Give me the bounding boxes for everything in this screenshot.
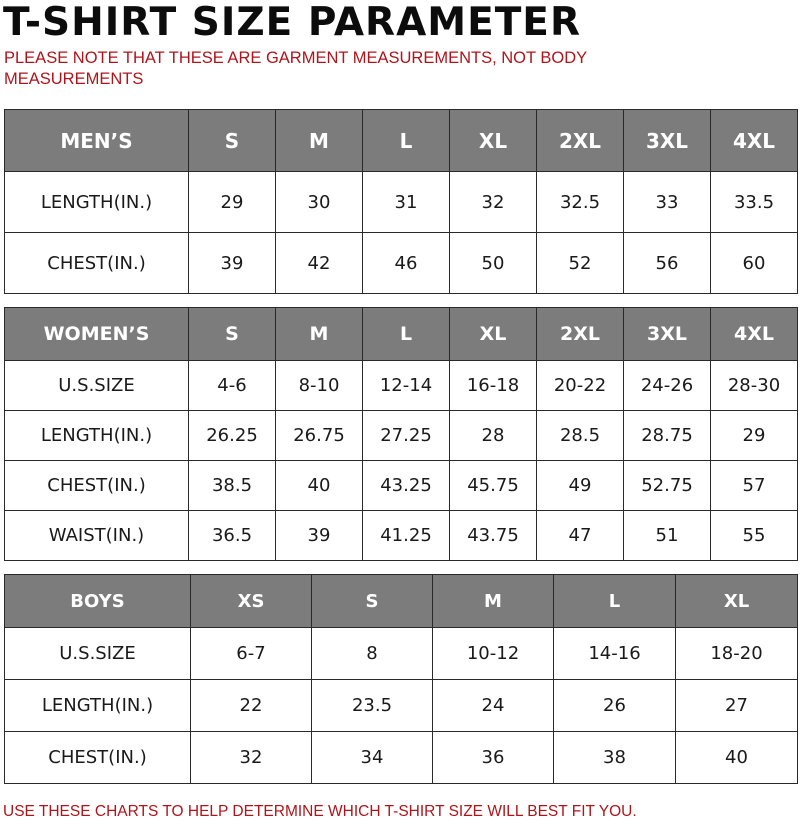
measurement-cell: 52 <box>537 233 624 294</box>
measurement-cell: 45.75 <box>450 461 537 511</box>
measurement-cell: 43.75 <box>450 511 537 561</box>
womens-size-table <box>4 307 798 561</box>
page-title: T-SHIRT SIZE PARAMETER <box>3 0 581 45</box>
measurement-cell: 24 <box>433 680 554 732</box>
row-label-cell: WAIST(IN.) <box>5 511 189 561</box>
size-header-cell: 4XL <box>711 308 798 361</box>
table-row <box>5 411 798 461</box>
table-header-row <box>5 110 798 172</box>
measurement-cell: 32 <box>191 732 312 784</box>
table-row <box>5 461 798 511</box>
measurement-cell: 29 <box>711 411 798 461</box>
measurement-cell: 29 <box>189 172 276 233</box>
table-row <box>5 680 798 732</box>
measurement-cell: 10-12 <box>433 628 554 680</box>
measurement-cell: 27 <box>676 680 798 732</box>
measurement-cell: 18-20 <box>676 628 798 680</box>
measurement-cell: 14-16 <box>554 628 676 680</box>
measurement-cell: 36.5 <box>189 511 276 561</box>
measurement-cell: 40 <box>676 732 798 784</box>
measurement-cell: 20-22 <box>537 361 624 411</box>
measurement-cell: 12-14 <box>363 361 450 411</box>
measurement-cell: 8 <box>312 628 433 680</box>
measurement-cell: 40 <box>276 461 363 511</box>
measurement-cell: 8-10 <box>276 361 363 411</box>
size-header-cell: S <box>189 110 276 172</box>
measurement-cell: 56 <box>624 233 711 294</box>
size-header-cell: M <box>433 575 554 628</box>
measurement-cell: 34 <box>312 732 433 784</box>
measurement-cell: 39 <box>276 511 363 561</box>
size-header-cell: 3XL <box>624 110 711 172</box>
measurement-cell: 39 <box>189 233 276 294</box>
size-header-cell: M <box>276 308 363 361</box>
table-row <box>5 628 798 680</box>
size-header-cell: S <box>312 575 433 628</box>
measurement-cell: 38 <box>554 732 676 784</box>
table-header-row <box>5 308 798 361</box>
table-row <box>5 361 798 411</box>
measurement-cell: 26.75 <box>276 411 363 461</box>
measurement-cell: 22 <box>191 680 312 732</box>
garment-note: PLEASE NOTE THAT THESE ARE GARMENT MEASUREMENTS, NOT BODY MEASUREMENTS <box>4 49 587 88</box>
row-label-cell: U.S.SIZE <box>5 628 191 680</box>
measurement-cell: 26 <box>554 680 676 732</box>
measurement-cell: 4-6 <box>189 361 276 411</box>
row-label-cell: CHEST(IN.) <box>5 233 189 294</box>
row-label-cell: LENGTH(IN.) <box>5 680 191 732</box>
size-header-cell: 2XL <box>537 308 624 361</box>
size-header-cell: M <box>276 110 363 172</box>
table-header-row <box>5 575 798 628</box>
measurement-cell: 31 <box>363 172 450 233</box>
measurement-cell: 38.5 <box>189 461 276 511</box>
table-row <box>5 511 798 561</box>
size-header-cell: L <box>363 308 450 361</box>
boys-size-table <box>4 574 798 784</box>
measurement-cell: 41.25 <box>363 511 450 561</box>
footer-note: USE THESE CHARTS TO HELP DETERMINE WHICH T-SHIRT SIZE WILL BEST FIT YOU. <box>3 803 637 820</box>
measurement-cell: 26.25 <box>189 411 276 461</box>
size-header-cell: L <box>554 575 676 628</box>
measurement-cell: 55 <box>711 511 798 561</box>
measurement-cell: 33 <box>624 172 711 233</box>
row-label-cell: CHEST(IN.) <box>5 461 189 511</box>
size-header-cell: XL <box>450 308 537 361</box>
measurement-cell: 23.5 <box>312 680 433 732</box>
measurement-cell: 28 <box>450 411 537 461</box>
row-label-cell: CHEST(IN.) <box>5 732 191 784</box>
size-header-cell: 3XL <box>624 308 711 361</box>
table-category-header: BOYS <box>5 575 191 628</box>
measurement-cell: 42 <box>276 233 363 294</box>
table-category-header: MEN’S <box>5 110 189 172</box>
measurement-cell: 28-30 <box>711 361 798 411</box>
measurement-cell: 49 <box>537 461 624 511</box>
measurement-cell: 33.5 <box>711 172 798 233</box>
measurement-cell: 57 <box>711 461 798 511</box>
measurement-cell: 60 <box>711 233 798 294</box>
table-row <box>5 732 798 784</box>
measurement-cell: 52.75 <box>624 461 711 511</box>
measurement-cell: 36 <box>433 732 554 784</box>
measurement-cell: 50 <box>450 233 537 294</box>
measurement-cell: 27.25 <box>363 411 450 461</box>
size-header-cell: XL <box>676 575 798 628</box>
measurement-cell: 32 <box>450 172 537 233</box>
measurement-cell: 46 <box>363 233 450 294</box>
measurement-cell: 30 <box>276 172 363 233</box>
measurement-cell: 24-26 <box>624 361 711 411</box>
measurement-cell: 51 <box>624 511 711 561</box>
size-header-cell: 4XL <box>711 110 798 172</box>
size-header-cell: L <box>363 110 450 172</box>
table-row <box>5 172 798 233</box>
row-label-cell: LENGTH(IN.) <box>5 172 189 233</box>
measurement-cell: 28.75 <box>624 411 711 461</box>
size-header-cell: XS <box>191 575 312 628</box>
table-row <box>5 233 798 294</box>
size-header-cell: S <box>189 308 276 361</box>
measurement-cell: 28.5 <box>537 411 624 461</box>
measurement-cell: 32.5 <box>537 172 624 233</box>
measurement-cell: 6-7 <box>191 628 312 680</box>
measurement-cell: 47 <box>537 511 624 561</box>
table-category-header: WOMEN’S <box>5 308 189 361</box>
size-header-cell: 2XL <box>537 110 624 172</box>
size-header-cell: XL <box>450 110 537 172</box>
row-label-cell: LENGTH(IN.) <box>5 411 189 461</box>
measurement-cell: 43.25 <box>363 461 450 511</box>
row-label-cell: U.S.SIZE <box>5 361 189 411</box>
measurement-cell: 16-18 <box>450 361 537 411</box>
mens-size-table <box>4 109 798 294</box>
